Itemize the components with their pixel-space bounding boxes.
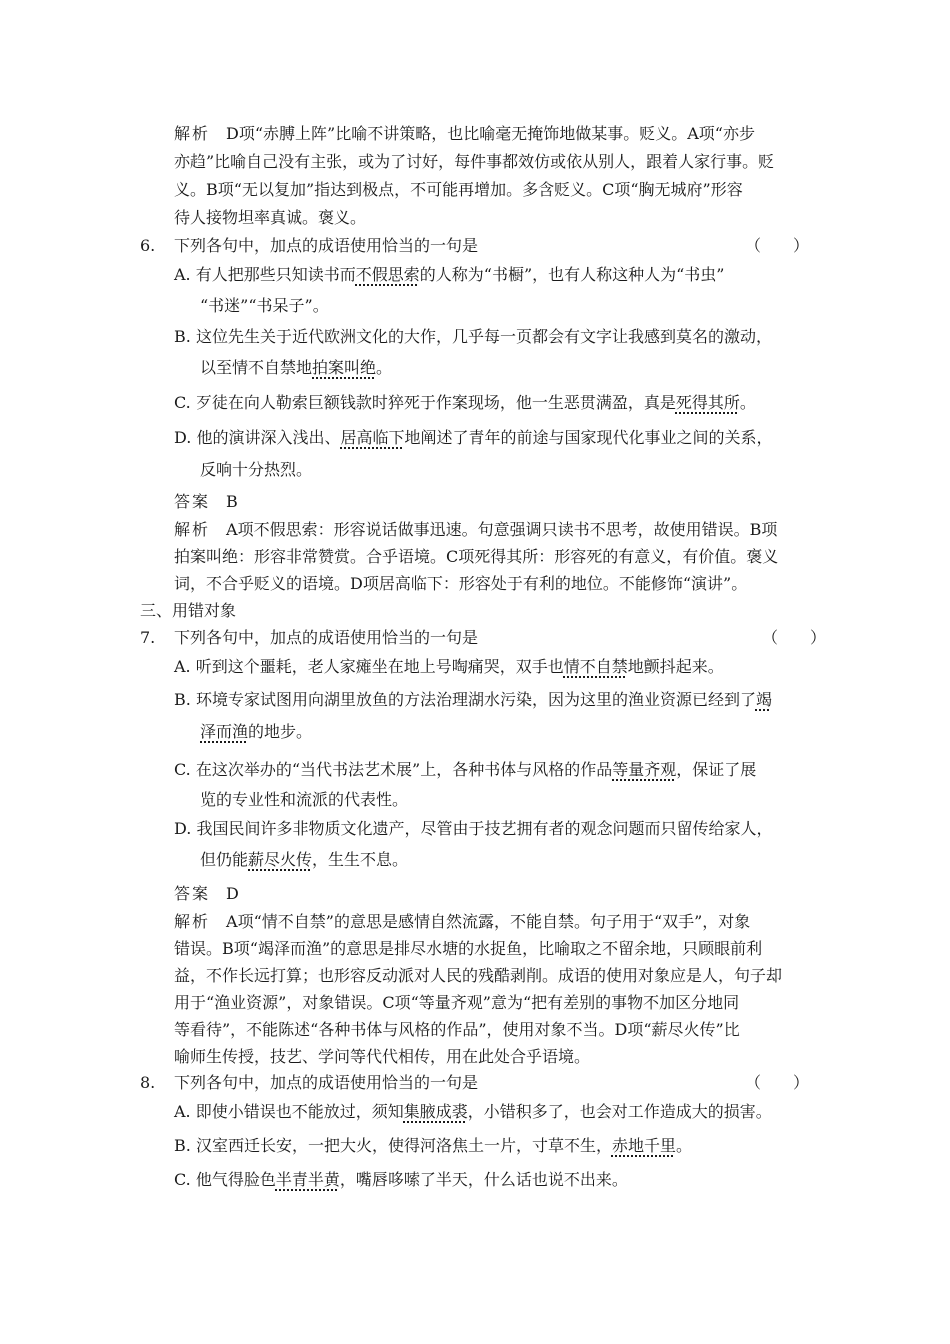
q7-number: 7. [140, 628, 156, 647]
q6-option-d: D. 他的演讲深入浅出、居高临下地阐述了青年的前途与国家现代化事业之间的关系， [174, 428, 773, 447]
q7-stem: 下列各句中，加点的成语使用恰当的一句是 [174, 628, 479, 647]
q8-option-c: C. 他气得脸色半青半黄，嘴唇哆嗦了半天，什么话也说不出来。 [174, 1170, 628, 1189]
q6-answer: 答案 B [174, 492, 238, 511]
q6-answer-paren: （ ） [745, 236, 810, 255]
q6-stem: 下列各句中，加点的成语使用恰当的一句是 [174, 236, 479, 255]
q6-option-a: A. 有人把那些只知读书而不假思索的人称为“书橱”，也有人称这种人为“书虫” [174, 265, 725, 284]
q7-option-a: A. 听到这个噩耗，老人家瘫坐在地上号啕痛哭，双手也情不自禁地颤抖起来。 [174, 657, 724, 676]
q5-explanation-line-4: 待人接物坦率真诚。褒义。 [174, 208, 367, 227]
q7-explanation-line-2: 错误。B项“竭泽而渔”的意思是排尽水塘的水捉鱼，比喻取之不留余地，只顾眼前利 [174, 939, 763, 958]
explanation-label: 解析 [174, 912, 211, 931]
q7-explanation-line-4: 用于“渔业资源”，对象错误。C项“等量齐观”意为“把有差别的事物不加区分地同 [174, 993, 740, 1012]
dotted-idiom: 拍案叫绝 [312, 358, 377, 377]
q7-option-b: B. 环境专家试图用向湖里放鱼的方法治理湖水污染，因为这里的渔业资源已经到了竭 [174, 690, 772, 709]
q7-answer-paren: （ ） [762, 628, 827, 647]
dotted-idiom: 竭 [755, 690, 772, 709]
dotted-idiom: 泽而渔 [200, 722, 249, 741]
q8-answer-paren: （ ） [745, 1073, 810, 1092]
q7-option-c: C. 在这次举办的“当代书法艺术展”上，各种书体与风格的作品等量齐观，保证了展 [174, 760, 757, 779]
q8-option-a: A. 即使小错误也不能放过，须知集腋成裘，小错积多了，也会对工作造成大的损害。 [174, 1102, 772, 1121]
q7-option-c-cont: 览的专业性和流派的代表性。 [200, 790, 409, 809]
dotted-idiom: 半青半黄 [275, 1170, 340, 1189]
q8-option-b: B. 汉室西迁长安，一把大火，使得河洛焦土一片，寸草不生，赤地千里。 [174, 1136, 692, 1155]
q6-explanation-line-3: 词，不合乎贬义的语境。D项居高临下：形容处于有利的地位。不能修饰“演讲”。 [174, 574, 748, 593]
section-heading: 三、用错对象 [140, 601, 237, 620]
q6-option-a-cont: “书迷”“书呆子”。 [200, 296, 329, 315]
dotted-idiom: 不假思索 [355, 265, 420, 284]
q6-option-b-cont: 以至情不自禁地拍案叫绝。 [200, 358, 393, 377]
explanation-label: 解析 [174, 520, 211, 539]
q7-explanation-line-6: 喻师生传授，技艺、学问等代代相传，用在此处合乎语境。 [174, 1047, 591, 1066]
dotted-idiom: 薪尽火传 [248, 850, 313, 869]
dotted-idiom: 居高临下 [340, 428, 405, 447]
q7-option-b-cont: 泽而渔的地步。 [200, 722, 313, 741]
q5-explanation-line-3: 义。B项“无以复加”指达到极点，不可能再增加。多含贬义。C项“胸无城府”形容 [174, 180, 743, 199]
q6-explanation-line-1: 解析 A项不假思索：形容说话做事迅速。句意强调只读书不思考，故使用错误。B项 [174, 520, 778, 539]
q6-number: 6. [140, 236, 156, 255]
answer-label: 答案 [174, 884, 211, 903]
q6-option-b: B. 这位先生关于近代欧洲文化的大作，几乎每一页都会有文字让我感到莫名的激动， [174, 327, 772, 346]
dotted-idiom: 等量齐观 [612, 760, 677, 779]
q7-explanation-line-5: 等看待”，不能陈述“各种书体与风格的作品”，使用对象不当。D项“薪尽火传”比 [174, 1020, 740, 1039]
answer-label: 答案 [174, 492, 211, 511]
dotted-idiom: 情不自禁 [563, 657, 628, 676]
q8-number: 8. [140, 1073, 156, 1092]
explanation-label: 解析 [174, 124, 211, 143]
q5-explanation-line-2: 亦趋”比喻自己没有主张，或为了讨好，每件事都效仿或依从别人，跟着人家行事。贬 [174, 152, 775, 171]
q7-option-d-cont: 但仍能薪尽火传，生生不息。 [200, 850, 409, 869]
q8-stem: 下列各句中，加点的成语使用恰当的一句是 [174, 1073, 479, 1092]
q7-explanation-line-1: 解析 A项“情不自禁”的意思是感情自然流露，不能自禁。句子用于“双手”，对象 [174, 912, 751, 931]
q7-explanation-line-3: 益，不作长远打算；也形容反动派对人民的残酷剥削。成语的使用对象应是人，句子却 [174, 966, 783, 985]
q6-option-d-cont: 反响十分热烈。 [200, 460, 313, 479]
dotted-idiom: 赤地千里 [611, 1136, 676, 1155]
q6-option-c: C. 歹徒在向人勒索巨额钱款时猝死于作案现场，他一生恶贯满盈，真是死得其所。 [174, 393, 756, 412]
q7-option-d: D. 我国民间许多非物质文化遗产，尽管由于技艺拥有者的观念问题而只留传给家人， [174, 819, 773, 838]
dotted-idiom: 集腋成裘 [403, 1102, 468, 1121]
q7-answer: 答案 D [174, 884, 239, 903]
dotted-idiom: 死得其所 [675, 393, 740, 412]
q6-explanation-line-2: 拍案叫绝：形容非常赞赏。合乎语境。C项死得其所：形容死的有意义，有价值。褒义 [174, 547, 779, 566]
q5-explanation-line-1: 解析 D项“赤膊上阵”比喻不讲策略，也比喻毫无掩饰地做某事。贬义。A项“亦步 [174, 124, 755, 143]
